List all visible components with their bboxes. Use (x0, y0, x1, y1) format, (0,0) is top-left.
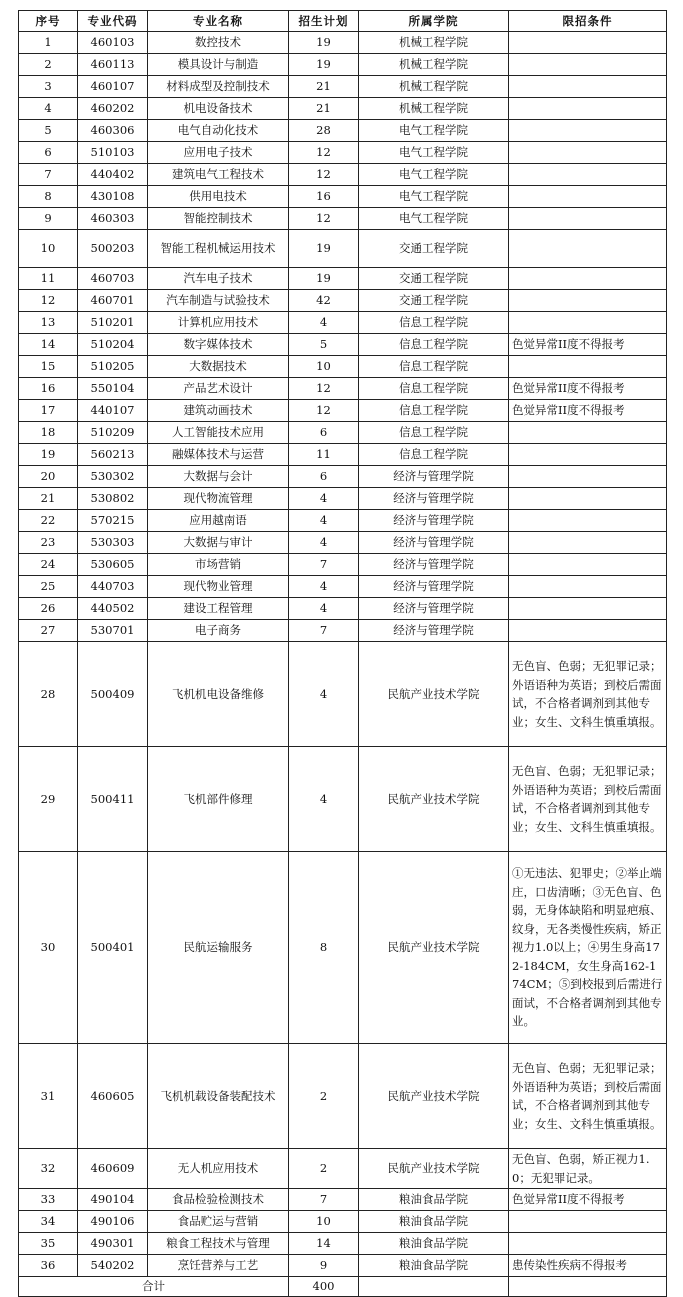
college-name: 机械工程学院 (359, 32, 509, 54)
major-code: 490104 (78, 1189, 148, 1211)
row-number: 22 (19, 510, 78, 532)
major-name: 电子商务 (148, 620, 289, 642)
restriction-conditions (509, 576, 667, 598)
enrollment-plan: 10 (289, 356, 359, 378)
table-row (19, 1255, 667, 1277)
table-row (19, 852, 667, 1044)
enrollment-plan: 19 (289, 32, 359, 54)
college-name: 电气工程学院 (359, 164, 509, 186)
header-row (19, 11, 667, 32)
college-name: 信息工程学院 (359, 334, 509, 356)
major-name: 飞机机载设备装配技术 (148, 1044, 289, 1149)
major-name: 产品艺术设计 (148, 378, 289, 400)
major-name: 供用电技术 (148, 186, 289, 208)
college-name: 信息工程学院 (359, 378, 509, 400)
row-number: 8 (19, 186, 78, 208)
enrollment-plan: 4 (289, 532, 359, 554)
major-code: 460107 (78, 76, 148, 98)
major-name: 建筑电气工程技术 (148, 164, 289, 186)
enrollment-plan: 19 (289, 230, 359, 268)
restriction-conditions (509, 598, 667, 620)
row-number: 5 (19, 120, 78, 142)
table-row (19, 598, 667, 620)
table-row (19, 1149, 667, 1189)
major-code: 510201 (78, 312, 148, 334)
row-number: 25 (19, 576, 78, 598)
college-name: 交通工程学院 (359, 268, 509, 290)
row-number: 6 (19, 142, 78, 164)
restriction-conditions (509, 356, 667, 378)
table-row (19, 1233, 667, 1255)
restriction-conditions: 色觉异常II度不得报考 (509, 400, 667, 422)
enrollment-plan: 16 (289, 186, 359, 208)
restriction-conditions (509, 268, 667, 290)
college-name: 民航产业技术学院 (359, 852, 509, 1044)
table-row (19, 186, 667, 208)
enrollment-plan: 19 (289, 268, 359, 290)
major-name: 机电设备技术 (148, 98, 289, 120)
table-row (19, 312, 667, 334)
major-name: 大数据技术 (148, 356, 289, 378)
restriction-conditions (509, 142, 667, 164)
enrollment-plan: 11 (289, 444, 359, 466)
restriction-conditions (509, 32, 667, 54)
table-row (19, 334, 667, 356)
major-name: 计算机应用技术 (148, 312, 289, 334)
restriction-conditions (509, 230, 667, 268)
college-name: 经济与管理学院 (359, 488, 509, 510)
enrollment-plan: 7 (289, 1189, 359, 1211)
row-number: 7 (19, 164, 78, 186)
row-number: 23 (19, 532, 78, 554)
college-name: 民航产业技术学院 (359, 1044, 509, 1149)
enrollment-plan: 21 (289, 76, 359, 98)
enrollment-plan: 12 (289, 400, 359, 422)
table-body (19, 32, 667, 1277)
total-plan: 400 (289, 1277, 359, 1297)
header-conditions: 限招条件 (509, 11, 667, 32)
restriction-conditions (509, 510, 667, 532)
enrollment-plan: 7 (289, 554, 359, 576)
major-code: 440703 (78, 576, 148, 598)
major-name: 数字媒体技术 (148, 334, 289, 356)
major-name: 大数据与会计 (148, 466, 289, 488)
major-code: 440107 (78, 400, 148, 422)
row-number: 15 (19, 356, 78, 378)
row-number: 9 (19, 208, 78, 230)
major-code: 530605 (78, 554, 148, 576)
table-row (19, 620, 667, 642)
row-number: 2 (19, 54, 78, 76)
major-code: 570215 (78, 510, 148, 532)
major-name: 食品贮运与营销 (148, 1211, 289, 1233)
enrollment-plan: 14 (289, 1233, 359, 1255)
college-name: 经济与管理学院 (359, 532, 509, 554)
major-name: 数控技术 (148, 32, 289, 54)
major-name: 飞机部件修理 (148, 747, 289, 852)
enrollment-plan: 4 (289, 747, 359, 852)
major-name: 材料成型及控制技术 (148, 76, 289, 98)
college-name: 交通工程学院 (359, 230, 509, 268)
restriction-conditions (509, 120, 667, 142)
row-number: 32 (19, 1149, 78, 1189)
major-name: 智能工程机械运用技术 (148, 230, 289, 268)
row-number: 17 (19, 400, 78, 422)
table-row (19, 208, 667, 230)
row-number: 1 (19, 32, 78, 54)
major-code: 510204 (78, 334, 148, 356)
college-name: 经济与管理学院 (359, 510, 509, 532)
restriction-conditions: 色觉异常II度不得报考 (509, 378, 667, 400)
college-name: 粮油食品学院 (359, 1189, 509, 1211)
major-code: 460113 (78, 54, 148, 76)
college-name: 经济与管理学院 (359, 554, 509, 576)
total-empty-conditions (509, 1277, 667, 1297)
major-name: 烹饪营养与工艺 (148, 1255, 289, 1277)
major-code: 460609 (78, 1149, 148, 1189)
enrollment-plan: 4 (289, 642, 359, 747)
restriction-conditions (509, 208, 667, 230)
college-name: 电气工程学院 (359, 142, 509, 164)
major-code: 430108 (78, 186, 148, 208)
restriction-conditions (509, 164, 667, 186)
college-name: 电气工程学院 (359, 186, 509, 208)
major-code: 530303 (78, 532, 148, 554)
table-row (19, 290, 667, 312)
table-row (19, 164, 667, 186)
major-code: 460202 (78, 98, 148, 120)
header-code: 专业代码 (78, 11, 148, 32)
restriction-conditions (509, 532, 667, 554)
enrollment-plan: 6 (289, 466, 359, 488)
major-code: 460605 (78, 1044, 148, 1149)
major-code: 530701 (78, 620, 148, 642)
restriction-conditions (509, 290, 667, 312)
college-name: 信息工程学院 (359, 422, 509, 444)
restriction-conditions (509, 54, 667, 76)
major-name: 模具设计与制造 (148, 54, 289, 76)
table-row (19, 576, 667, 598)
table-row (19, 1044, 667, 1149)
restriction-conditions (509, 554, 667, 576)
major-name: 应用电子技术 (148, 142, 289, 164)
college-name: 粮油食品学院 (359, 1211, 509, 1233)
college-name: 经济与管理学院 (359, 620, 509, 642)
row-number: 20 (19, 466, 78, 488)
table-row (19, 444, 667, 466)
college-name: 粮油食品学院 (359, 1233, 509, 1255)
header-plan: 招生计划 (289, 11, 359, 32)
restriction-conditions (509, 312, 667, 334)
enrollment-plan: 12 (289, 378, 359, 400)
restriction-conditions: ①无违法、犯罪史；②举止端庄，口齿清晰；③无色盲、色弱，无身体缺陷和明显疤痕、纹身，无各类慢性疾病，矫正视力1.0以上；④男生身高172-184CM，女生身高162-174CM；⑤到校报到后需进行面试，不合格者调剂到其他专业。 (509, 852, 667, 1044)
table-row (19, 466, 667, 488)
table-row (19, 747, 667, 852)
table-row (19, 98, 667, 120)
restriction-conditions (509, 76, 667, 98)
major-name: 人工智能技术应用 (148, 422, 289, 444)
major-code: 440502 (78, 598, 148, 620)
row-number: 29 (19, 747, 78, 852)
restriction-conditions: 无色盲、色弱，矫正视力1.0；无犯罪记录。 (509, 1149, 667, 1189)
major-code: 460703 (78, 268, 148, 290)
college-name: 信息工程学院 (359, 312, 509, 334)
college-name: 电气工程学院 (359, 120, 509, 142)
major-code: 500409 (78, 642, 148, 747)
college-name: 经济与管理学院 (359, 598, 509, 620)
restriction-conditions: 无色盲、色弱；无犯罪记录；外语语种为英语；到校后需面试，不合格者调剂到其他专业；女生、文科生慎重填报。 (509, 747, 667, 852)
major-name: 大数据与审计 (148, 532, 289, 554)
major-name: 市场营销 (148, 554, 289, 576)
college-name: 经济与管理学院 (359, 576, 509, 598)
table-row (19, 32, 667, 54)
enrollment-plan: 2 (289, 1044, 359, 1149)
table-row (19, 422, 667, 444)
row-number: 36 (19, 1255, 78, 1277)
row-number: 30 (19, 852, 78, 1044)
enrollment-plan: 6 (289, 422, 359, 444)
table-row (19, 400, 667, 422)
table-row (19, 488, 667, 510)
college-name: 信息工程学院 (359, 356, 509, 378)
enrollment-plan: 4 (289, 488, 359, 510)
college-name: 民航产业技术学院 (359, 1149, 509, 1189)
college-name: 机械工程学院 (359, 76, 509, 98)
restriction-conditions (509, 1233, 667, 1255)
college-name: 机械工程学院 (359, 54, 509, 76)
major-code: 500203 (78, 230, 148, 268)
enrollment-plan: 42 (289, 290, 359, 312)
restriction-conditions (509, 186, 667, 208)
table-row (19, 268, 667, 290)
enrollment-plan: 12 (289, 164, 359, 186)
enrollment-plan: 19 (289, 54, 359, 76)
college-name: 信息工程学院 (359, 400, 509, 422)
restriction-conditions (509, 620, 667, 642)
restriction-conditions (509, 98, 667, 120)
major-name: 无人机应用技术 (148, 1149, 289, 1189)
row-number: 33 (19, 1189, 78, 1211)
major-name: 建设工程管理 (148, 598, 289, 620)
table-row (19, 1189, 667, 1211)
major-code: 500401 (78, 852, 148, 1044)
college-name: 经济与管理学院 (359, 466, 509, 488)
enrollment-plan: 4 (289, 510, 359, 532)
major-name: 建筑动画技术 (148, 400, 289, 422)
enrollment-table (18, 10, 667, 1297)
row-number: 26 (19, 598, 78, 620)
row-number: 27 (19, 620, 78, 642)
row-number: 10 (19, 230, 78, 268)
restriction-conditions (509, 444, 667, 466)
header-name: 专业名称 (148, 11, 289, 32)
row-number: 24 (19, 554, 78, 576)
row-number: 35 (19, 1233, 78, 1255)
row-number: 16 (19, 378, 78, 400)
enrollment-plan: 28 (289, 120, 359, 142)
table-row (19, 510, 667, 532)
major-code: 460303 (78, 208, 148, 230)
major-code: 460306 (78, 120, 148, 142)
row-number: 28 (19, 642, 78, 747)
major-code: 490106 (78, 1211, 148, 1233)
enrollment-plan: 4 (289, 312, 359, 334)
row-number: 13 (19, 312, 78, 334)
row-number: 12 (19, 290, 78, 312)
major-code: 550104 (78, 378, 148, 400)
table-row (19, 54, 667, 76)
table-row (19, 76, 667, 98)
total-empty-college (359, 1277, 509, 1297)
major-code: 560213 (78, 444, 148, 466)
major-code: 500411 (78, 747, 148, 852)
major-code: 540202 (78, 1255, 148, 1277)
major-name: 智能控制技术 (148, 208, 289, 230)
enrollment-plan: 4 (289, 598, 359, 620)
enrollment-plan: 10 (289, 1211, 359, 1233)
table-row (19, 642, 667, 747)
row-number: 3 (19, 76, 78, 98)
header-college: 所属学院 (359, 11, 509, 32)
table-row (19, 378, 667, 400)
enrollment-plan: 2 (289, 1149, 359, 1189)
enrollment-plan: 8 (289, 852, 359, 1044)
enrollment-plan: 4 (289, 576, 359, 598)
enrollment-plan: 5 (289, 334, 359, 356)
row-number: 21 (19, 488, 78, 510)
major-name: 融媒体技术与运营 (148, 444, 289, 466)
major-name: 应用越南语 (148, 510, 289, 532)
college-name: 民航产业技术学院 (359, 747, 509, 852)
restriction-conditions: 无色盲、色弱；无犯罪记录；外语语种为英语；到校后需面试，不合格者调剂到其他专业；女生、文科生慎重填报。 (509, 642, 667, 747)
enrollment-plan: 21 (289, 98, 359, 120)
major-name: 飞机机电设备维修 (148, 642, 289, 747)
enrollment-plan: 9 (289, 1255, 359, 1277)
major-code: 490301 (78, 1233, 148, 1255)
major-name: 电气自动化技术 (148, 120, 289, 142)
major-code: 440402 (78, 164, 148, 186)
row-number: 11 (19, 268, 78, 290)
major-name: 现代物业管理 (148, 576, 289, 598)
college-name: 交通工程学院 (359, 290, 509, 312)
header-no: 序号 (19, 11, 78, 32)
row-number: 4 (19, 98, 78, 120)
enrollment-plan: 12 (289, 142, 359, 164)
enrollment-plan: 12 (289, 208, 359, 230)
restriction-conditions (509, 1211, 667, 1233)
table-row (19, 532, 667, 554)
restriction-conditions (509, 488, 667, 510)
total-row (19, 1277, 667, 1297)
row-number: 19 (19, 444, 78, 466)
table-row (19, 1211, 667, 1233)
restriction-conditions (509, 466, 667, 488)
major-name: 现代物流管理 (148, 488, 289, 510)
college-name: 信息工程学院 (359, 444, 509, 466)
total-label: 合计 (19, 1277, 289, 1297)
restriction-conditions: 色觉异常II度不得报考 (509, 1189, 667, 1211)
enrollment-plan: 7 (289, 620, 359, 642)
enrollment-plan-sheet (18, 10, 666, 1297)
major-name: 食品检验检测技术 (148, 1189, 289, 1211)
major-code: 460103 (78, 32, 148, 54)
table-row (19, 142, 667, 164)
major-name: 汽车制造与试验技术 (148, 290, 289, 312)
row-number: 14 (19, 334, 78, 356)
college-name: 粮油食品学院 (359, 1255, 509, 1277)
row-number: 34 (19, 1211, 78, 1233)
major-code: 530802 (78, 488, 148, 510)
college-name: 电气工程学院 (359, 208, 509, 230)
major-name: 民航运输服务 (148, 852, 289, 1044)
major-name: 粮食工程技术与管理 (148, 1233, 289, 1255)
major-name: 汽车电子技术 (148, 268, 289, 290)
major-code: 530302 (78, 466, 148, 488)
major-code: 510209 (78, 422, 148, 444)
college-name: 民航产业技术学院 (359, 642, 509, 747)
table-row (19, 554, 667, 576)
restriction-conditions: 患传染性疾病不得报考 (509, 1255, 667, 1277)
major-code: 460701 (78, 290, 148, 312)
major-code: 510103 (78, 142, 148, 164)
restriction-conditions: 色觉异常II度不得报考 (509, 334, 667, 356)
table-row (19, 230, 667, 268)
row-number: 31 (19, 1044, 78, 1149)
table-row (19, 120, 667, 142)
restriction-conditions (509, 422, 667, 444)
restriction-conditions: 无色盲、色弱；无犯罪记录；外语语种为英语；到校后需面试，不合格者调剂到其他专业；女生、文科生慎重填报。 (509, 1044, 667, 1149)
table-row (19, 356, 667, 378)
row-number: 18 (19, 422, 78, 444)
major-code: 510205 (78, 356, 148, 378)
college-name: 机械工程学院 (359, 98, 509, 120)
